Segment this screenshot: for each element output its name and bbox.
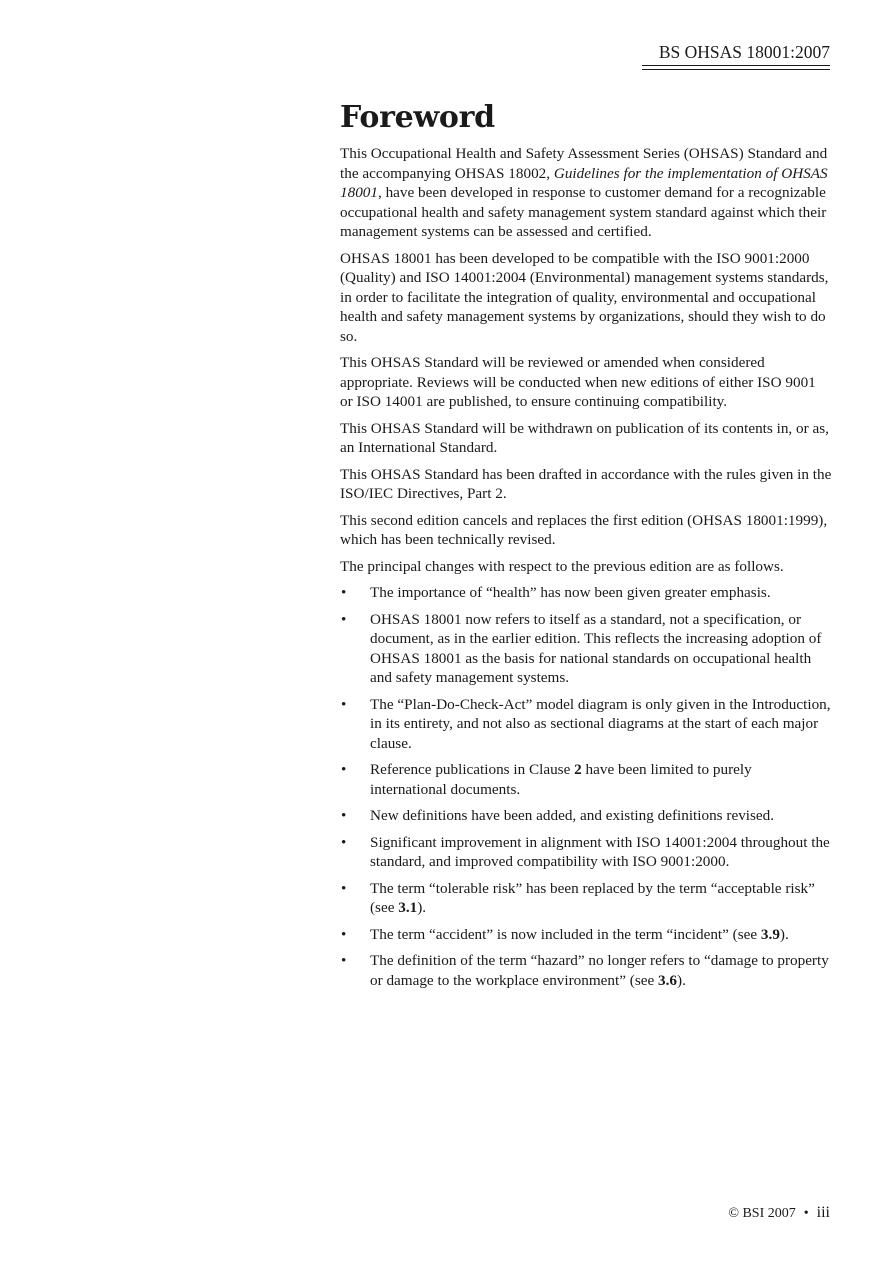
- bullet-icon: •: [341, 584, 347, 601]
- footer-separator: •: [803, 1206, 809, 1221]
- clause-reference: 3.1: [398, 899, 418, 916]
- list-item-text-b: have been limited to purely international documents.: [370, 761, 752, 798]
- paragraph-7: The principal changes with respect to the previous edition are as follows.: [340, 557, 784, 575]
- list-item: [340, 879, 832, 918]
- standard-id: BS OHSAS 18001:2007: [658, 42, 830, 62]
- list-item-text: The “Plan-Do-Check-Act” model diagram is only given in the Introduction, in its entirety, and not also as sectional diagrams at the start of each major clause.: [370, 695, 831, 752]
- list-item-text-a: The term “tolerable risk” has been replaced by the term “acceptable risk” (see: [370, 879, 815, 916]
- bullet-icon: •: [341, 925, 347, 943]
- list-item-text-a: Reference publications in Clause: [370, 761, 575, 778]
- running-header: [600, 40, 830, 64]
- clause-reference: 3.9: [760, 925, 780, 943]
- list-item: [340, 951, 832, 990]
- paragraph-3: This OHSAS Standard will be reviewed or amended when considered appropriate. Reviews will be conducted when new editions of either ISO 9001 or ISO 14001 are published, to ensure continuing compatibility.: [340, 354, 816, 410]
- guidelines-title: Guidelines for the implementation of OHSAS 18001: [340, 164, 828, 201]
- paragraph-1: [340, 144, 832, 242]
- page-title: Foreword: [340, 100, 495, 135]
- list-item: [340, 695, 832, 754]
- list-item-text-b: ).: [779, 925, 789, 943]
- bullet-icon: •: [341, 761, 347, 778]
- changes-list: [340, 583, 832, 990]
- paragraph-2: OHSAS 18001 has been developed to be compatible with the ISO 9001:2000 (Quality) and ISO 14001:2004 (Environmental) management systems standards, in order to facilitate the integration of quality, environmental and occupational health and safety management systems by organizations, should they wish to do so.: [340, 249, 829, 345]
- list-item-text-a: The definition of the term “hazard” no longer refers to “damage to property or damage to the workplace environment” (see: [370, 952, 829, 989]
- paragraph-6: This second edition cancels and replaces the first edition (OHSAS 18001:1999), which has been technically revised.: [340, 511, 828, 548]
- list-item-text-b: ).: [417, 899, 427, 916]
- bullet-icon: •: [341, 807, 347, 824]
- list-item-text: The importance of “health” has now been given greater emphasis.: [370, 584, 771, 601]
- list-item-text: New definitions have been added, and existing definitions revised.: [370, 807, 775, 824]
- paragraph-1-text-b: , have been developed in response to customer demand for a recognizable occupational health and safety management system standard against which their management systems can be assessed and certified.: [340, 184, 827, 240]
- main-content: [340, 98, 832, 997]
- list-item-text-a: The term “accident” is now included in the term “incident” (see: [370, 925, 761, 943]
- list-item: [340, 806, 832, 826]
- list-item: [340, 925, 832, 945]
- bullet-icon: •: [341, 695, 347, 713]
- bullet-icon: •: [341, 610, 347, 628]
- copyright-notice: © BSI 2007: [728, 1206, 796, 1221]
- list-item-text-b: ).: [677, 971, 686, 989]
- clause-reference: 3.6: [658, 971, 678, 989]
- clause-reference: 2: [574, 761, 582, 778]
- paragraph-5: This OHSAS Standard has been drafted in accordance with the rules given in the ISO/IEC Directives, Part 2.: [340, 465, 832, 502]
- header-rule-bottom: [642, 69, 830, 70]
- header-rule-top: [642, 65, 830, 66]
- list-item: [340, 583, 832, 603]
- page-footer: [600, 1203, 830, 1224]
- list-item-text: Significant improvement in alignment with ISO 14001:2004 throughout the standard, and improved compatibility with ISO 9001:2000.: [370, 833, 830, 870]
- bullet-icon: •: [341, 879, 347, 897]
- bullet-icon: •: [341, 952, 347, 969]
- list-item: [340, 760, 832, 799]
- list-item-text: OHSAS 18001 now refers to itself as a standard, not a specification, or document, as in the earlier edition. This reflects the increasing adoption of OHSAS 18001 as the basis for national standards on occupational health and safety management systems.: [370, 610, 822, 686]
- paragraph-1-text-a: This Occupational Health and Safety Assessment Series (OHSAS) Standard and the accompanying OHSAS 18002,: [340, 145, 828, 182]
- list-item: [340, 610, 832, 688]
- bullet-icon: •: [341, 833, 347, 851]
- paragraph-4: This OHSAS Standard will be withdrawn on publication of its contents in, or as, an International Standard.: [340, 419, 829, 456]
- list-item: [340, 833, 832, 872]
- page-number: iii: [816, 1204, 830, 1221]
